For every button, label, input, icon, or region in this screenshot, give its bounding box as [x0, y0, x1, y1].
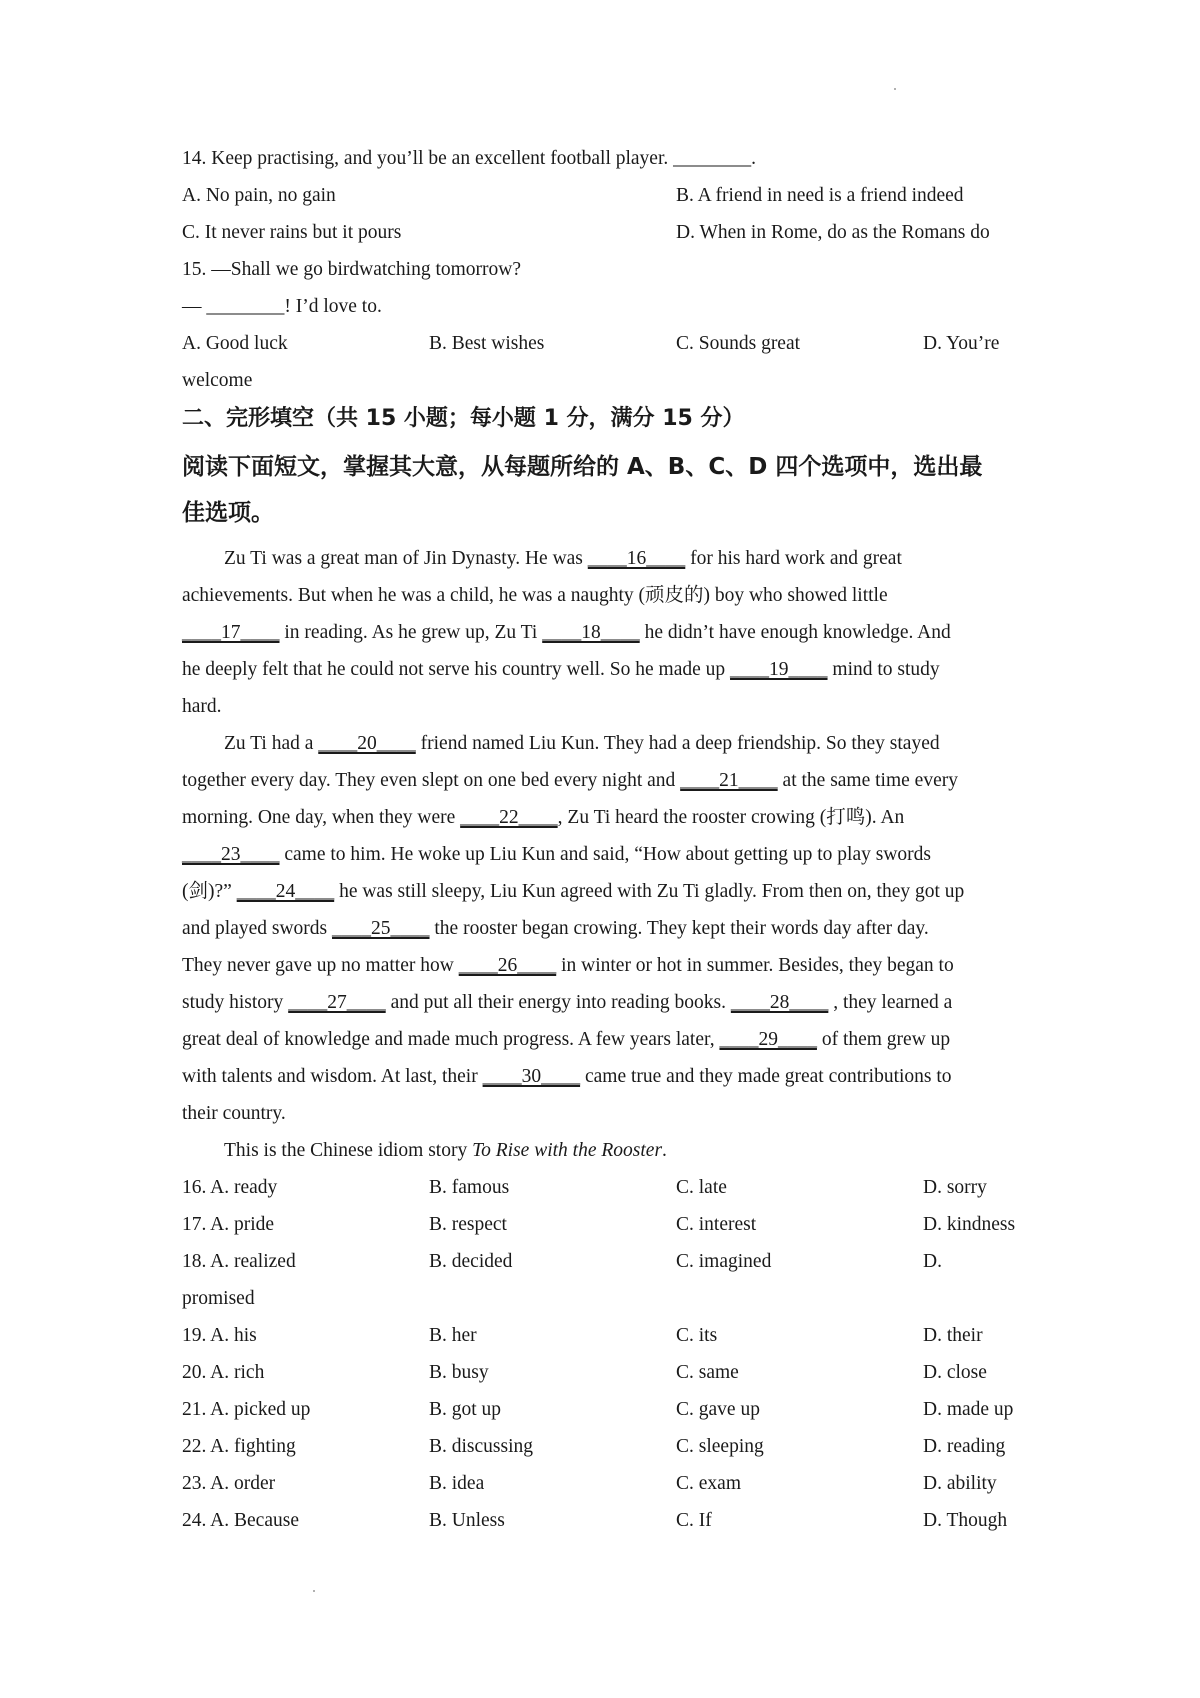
options-row-19 [182, 1317, 1032, 1354]
blank-23: ____23____ [182, 844, 280, 865]
option-c: C. imagined [676, 1251, 772, 1272]
option-a: 21. A. picked up [182, 1399, 311, 1420]
option-d: D. [923, 1251, 942, 1272]
passage-line: he deeply felt that he could not serve his country well. So he made up ____19____ mind to study [182, 659, 940, 680]
blank-25: ____25____ [332, 918, 430, 939]
option-d: D. ability [923, 1473, 997, 1494]
option-a: 22. A. fighting [182, 1436, 296, 1457]
option-a: 17. A. pride [182, 1214, 275, 1235]
option-c: C. sleeping [676, 1436, 764, 1457]
option-b: B. decided [429, 1251, 513, 1272]
option-b: B. busy [429, 1362, 489, 1383]
blank-26: ____26____ [458, 955, 557, 976]
options-row-20 [182, 1354, 1032, 1391]
question-15-stem: 15. —Shall we go birdwatching tomorrow? [182, 259, 522, 280]
option-18-d-wrap: promised [182, 1288, 255, 1309]
option-d: D. When in Rome, do as the Romans do [676, 222, 990, 243]
blank-19: ____19____ [730, 659, 828, 680]
options-row-17 [182, 1206, 1032, 1243]
blank-27: ____27____ [288, 992, 386, 1013]
options-row-23 [182, 1465, 1032, 1502]
option-b: B. discussing [429, 1436, 534, 1457]
blank-21: ____21____ [680, 770, 778, 791]
option-c: C. interest [676, 1214, 757, 1235]
option-d: D. You’re [923, 333, 1000, 354]
scan-speck [313, 1590, 315, 1592]
passage-line: with talents and wisdom. At last, their ____30____ came true and they made great contributions to [182, 1066, 952, 1087]
section-instructions [182, 444, 1032, 536]
blank-28: ____28____ [730, 992, 829, 1013]
option-a: 20. A. rich [182, 1362, 265, 1383]
option-a: 16. A. ready [182, 1177, 278, 1198]
options-row-21 [182, 1391, 1032, 1428]
option-d: D. their [923, 1325, 983, 1346]
options-row-22 [182, 1428, 1032, 1465]
passage-line: (剑)?” ____24____ he was still sleepy, Liu Kun agreed with Zu Ti gladly. From then on, they got up [182, 881, 965, 902]
passage-line: their country. [182, 1103, 286, 1124]
option-d: D. reading [923, 1436, 1006, 1457]
question-14-options-row2 [182, 214, 1032, 251]
option-d: D. kindness [923, 1214, 1016, 1235]
blank-18: ____18____ [542, 622, 640, 643]
option-c: C. late [676, 1177, 727, 1198]
option-a: 23. A. order [182, 1473, 276, 1494]
passage-line: Zu Ti had a ____20____ friend named Liu Kun. They had a deep friendship. So they stayed [224, 733, 940, 754]
options-row-24 [182, 1502, 1032, 1539]
option-d: D. Though [923, 1510, 1008, 1531]
question-15-option-d-wrap: welcome [182, 370, 253, 391]
blank-30: ____30____ [482, 1066, 581, 1087]
option-b: B. Unless [429, 1510, 505, 1531]
option-d: D. sorry [923, 1177, 987, 1198]
passage-line: They never gave up no matter how ____26____ in winter or hot in summer. Besides, they began to [182, 955, 954, 976]
option-b: B. famous [429, 1177, 510, 1198]
option-a: 24. A. Because [182, 1510, 299, 1531]
option-b: B. her [429, 1325, 477, 1346]
option-c: C. It never rains but it pours [182, 222, 402, 243]
blank-20: ____20____ [318, 733, 416, 754]
passage-line: great deal of knowledge and made much progress. A few years later, ____29____ of them grew up [182, 1029, 951, 1050]
scan-speck [894, 88, 896, 90]
option-c: C. its [676, 1325, 718, 1346]
cloze-passage [182, 540, 1032, 1169]
blank-24: ____24____ [236, 881, 335, 902]
passage-line: ____23____ came to him. He woke up Liu Kun and said, “How about getting up to play swords [182, 844, 932, 865]
option-c: C. gave up [676, 1399, 760, 1420]
blank-16: ____16____ [587, 548, 686, 569]
passage-line: and played swords ____25____ the rooster began crowing. They kept their words day after day. [182, 918, 929, 939]
option-c: C. If [676, 1510, 712, 1531]
option-d: D. close [923, 1362, 987, 1383]
option-c: C. same [676, 1362, 739, 1383]
passage-line: Zu Ti was a great man of Jin Dynasty. He was ____16____ for his hard work and great [224, 548, 902, 569]
question-15-options [182, 325, 1032, 362]
option-a: A. Good luck [182, 333, 288, 354]
option-b: B. A friend in need is a friend indeed [676, 185, 964, 206]
option-a: 19. A. his [182, 1325, 257, 1346]
question-14-options-row1 [182, 177, 1032, 214]
question-14-stem: 14. Keep practising, and you’ll be an excellent football player. ________. [182, 148, 757, 169]
passage-line: ____17____ in reading. As he grew up, Zu Ti ____18____ he didn’t have enough knowledge. And [182, 622, 951, 643]
blank-17: ____17____ [182, 622, 280, 643]
section-title: 二、完形填空（共 15 小题；每小题 1 分，满分 15 分） [182, 406, 745, 431]
passage-line: achievements. But when he was a child, he was a naughty (顽皮的) boy who showed little [182, 585, 888, 606]
idiom-title: To Rise with the Rooster [472, 1140, 663, 1161]
options-row-16 [182, 1169, 1032, 1206]
options-row-18 [182, 1243, 1032, 1280]
option-b: B. idea [429, 1473, 485, 1494]
passage-line: together every day. They even slept on one bed every night and ____21____ at the same time every [182, 770, 958, 791]
passage-line: This is the Chinese idiom story To Rise with the Rooster. [224, 1140, 667, 1161]
question-15-reply: — ________! I’d love to. [182, 296, 382, 317]
passage-line: study history ____27____ and put all their energy into reading books. ____28____ , they learned a [182, 992, 953, 1013]
passage-line: hard. [182, 696, 222, 717]
option-b: B. Best wishes [429, 333, 545, 354]
option-b: B. got up [429, 1399, 502, 1420]
passage-line: morning. One day, when they were ____22____, Zu Ti heard the rooster crowing (打鸣). An [182, 807, 905, 828]
option-d: D. made up [923, 1399, 1014, 1420]
option-c: C. exam [676, 1473, 741, 1494]
instruction-line: 佳选项。 [182, 500, 274, 526]
option-b: B. respect [429, 1214, 507, 1235]
instruction-line: 阅读下面短文，掌握其大意，从每题所给的 A、B、C、D 四个选项中，选出最 [182, 454, 983, 480]
blank-29: ____29____ [719, 1029, 817, 1050]
option-a: A. No pain, no gain [182, 185, 336, 206]
option-c: C. Sounds great [676, 333, 801, 354]
blank-22: ____22____ [460, 807, 558, 828]
option-a: 18. A. realized [182, 1251, 296, 1272]
